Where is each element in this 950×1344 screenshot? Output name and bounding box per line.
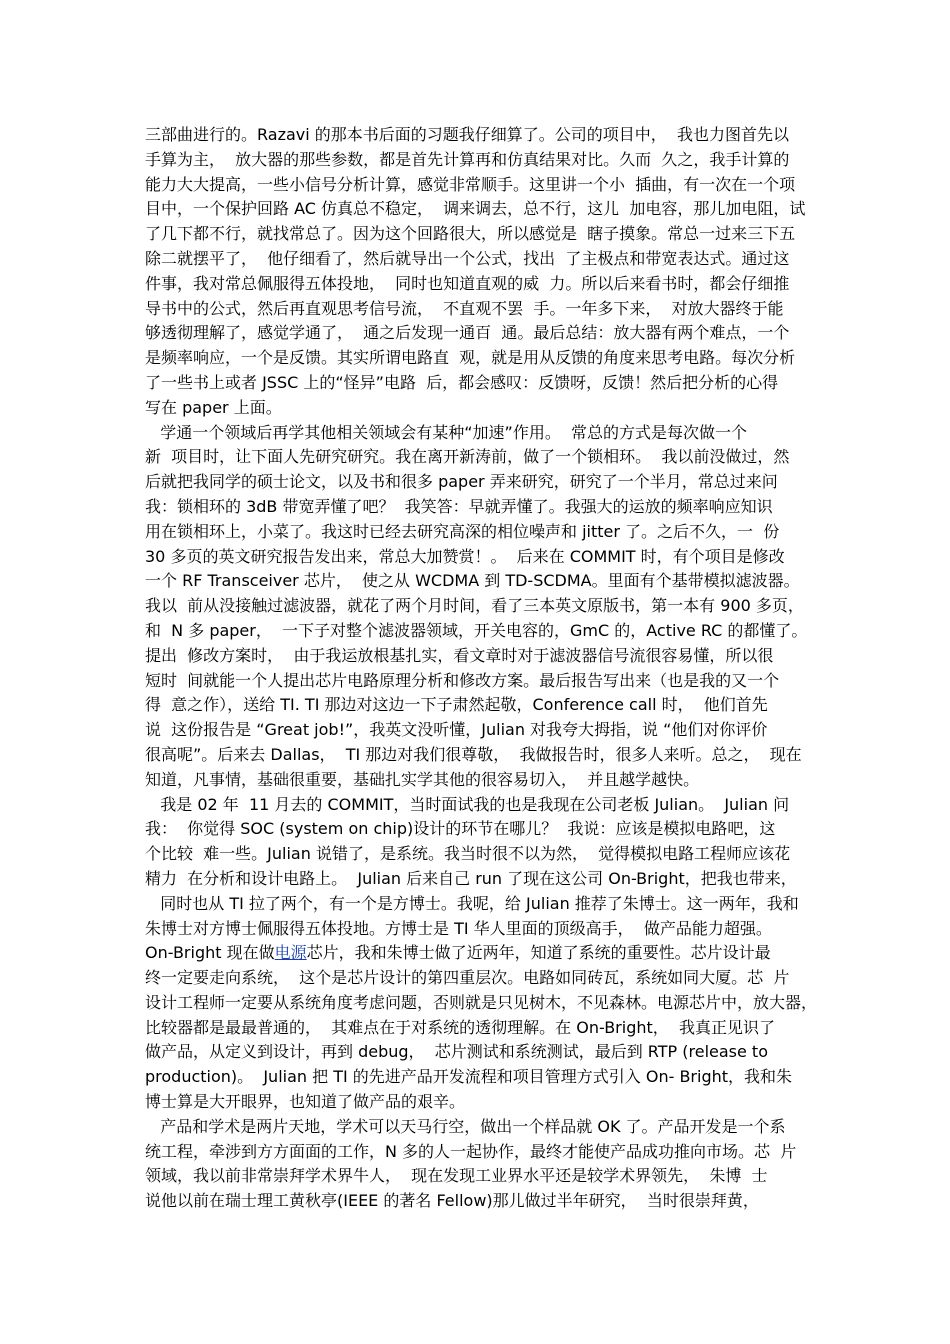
text-line: 和 N 多 paper， 一下子对整个滤波器领域，开关电容的，GmC 的，Active RC 的都懂了。 (145, 620, 808, 640)
power-link[interactable]: 电源 (274, 943, 307, 963)
text-line: 30 多页的英文研究报告发出来，常总大加赞赏！。 后来在 COMMIT 时，有个项目是修改 (145, 546, 785, 566)
text-line: 设计工程师一定要从系统角度考虑问题，否则就是只见树木，不见森林。电源芯片中，放大器， (145, 992, 818, 1012)
text-line: 提出 修改方案时， 由于我运放根基扎实，看文章时对于滤波器信号流很容易懂，所以很 (145, 645, 774, 665)
text-line: 精力 在分析和设计电路上。 Julian 后来自己 run 了现在这公司 On-Bright，把我也带来， (145, 868, 797, 888)
text-line: 产品和学术是两片天地，学术可以天马行空，做出一个样品就 OK 了。产品开发是一个系 (145, 1116, 786, 1136)
text-line: 件事，我对常总佩服得五体投地， 同时也知道直观的威 力。所以后来看书时，都会仔细推 (145, 273, 790, 293)
text-line: 一个 RF Transceiver 芯片， 使之从 WCDMA 到 TD-SCDMA。里面有个基带模拟滤波器。 (145, 571, 800, 591)
text-line: 个比较 难一些。Julian 说错了，是系统。我当时很不以为然， 觉得模拟电路工程师应该花 (145, 844, 791, 864)
text-line: 领域，我以前非常崇拜学术界牛人， 现在发现工业界水平还是较学术界领先， 朱博 士 (145, 1166, 768, 1186)
text-line: 得 意之作），送给 TI. TI 那边对这边一下子肃然起敬，Conference call 时， 他们首先 (145, 695, 768, 715)
text-line: 能力大大提高，一些小信号分析计算，感觉非常顺手。这里讲一个小 插曲，有一次在一个项 (145, 174, 796, 194)
text-line: 除二就摆平了， 他仔细看了，然后就导出一个公式，找出 了主极点和带宽表达式。通过这 (145, 248, 790, 268)
text-line: 新 项目时，让下面人先研究研究。我在离开新涛前，做了一个锁相环。 我以前没做过，然 (145, 447, 790, 467)
text-line: 够透彻理解了，感觉学通了， 通之后发现一通百 通。最后总结：放大器有两个难点，一个 (145, 323, 790, 343)
paragraph (145, 793, 818, 1115)
text-segment: On-Bright 现在做 (145, 943, 275, 963)
text-line: 知道，凡事情，基础很重要，基础扎实学其他的很容易切入， 并且越学越快。 (145, 769, 700, 789)
text-line: 我是 02 年 11 月去的 COMMIT，当时面试我的也是我现在公司老板 Julian。 Julian 问 (145, 794, 790, 814)
text-line: 了几下都不行，就找常总了。因为这个回路很大，所以感觉是 瞎子摸象。常总一过来三下五 (145, 224, 796, 244)
text-line: 我： 你觉得 SOC (system on chip)设计的环节在哪儿？ 我说：应该是模拟电路吧，这 (145, 819, 776, 839)
paragraph (145, 421, 813, 793)
text-line: 短时 间就能一个人提出芯片电路原理分析和修改方案。最后报告写出来（也是我的又一个 (145, 670, 780, 690)
text-line: 很高呢”。后来去 Dallas， TI 那边对我们很尊敬， 我做报告时，很多人来听。总之， 现在 (145, 744, 802, 764)
text-line: 了一些书上或者 JSSC 上的“怪异”电路 后，都会感叹：反馈呀，反馈！然后把分析的心得 (145, 372, 779, 392)
text-line (145, 941, 813, 966)
text-line: 说 这份报告是 “Great job!”，我英文没听懂，Julian 对我夸大拇指，说 “他们对你评价 (145, 720, 768, 740)
paragraph (145, 1115, 813, 1214)
document-body (145, 123, 818, 1214)
text-line: 导书中的公式，然后再直观思考信号流， 不直观不罢 手。一年多下来， 对放大器终于能 (145, 298, 784, 318)
text-line: 目中，一个保护回路 AC 仿真总不稳定， 调来调去，总不行，这儿 加电容，那儿加电阻，试 (145, 199, 806, 219)
text-line: 朱博士对方博士佩服得五体投地。方博士是 TI 华人里面的顶级高手， 做产品能力超强。 (145, 918, 772, 938)
text-line: production)。 Julian 把 TI 的先进产品开发流程和项目管理方式引入 On- Bright，我和朱 (145, 1067, 793, 1087)
text-line: 我以 前从没接触过滤波器，就花了两个月时间，看了三本英文原版书，第一本有 900 多页， (145, 596, 804, 616)
text-line: 用在锁相环上，小菜了。我这时已经去研究高深的相位噪声和 jitter 了。之后不久，一 份 (145, 521, 780, 541)
text-line: 博士算是大开眼界，也知道了做产品的艰辛。 (145, 1092, 466, 1112)
text-segment: 芯片，我和朱博士做了近两年，知道了系统的重要性。芯片设计最 (306, 943, 771, 963)
paragraph (145, 123, 813, 421)
text-line: 我：锁相环的 3dB 带宽弄懂了吧？ 我笑答：早就弄懂了。我强大的运放的频率响应知识 (145, 496, 773, 516)
text-line: 后就把我同学的硕士论文，以及书和很多 paper 弄来研究，研究了一个半月，常总过来问 (145, 472, 778, 492)
text-line: 终一定要走向系统， 这个是芯片设计的第四重层次。电路如同砖瓦，系统如同大厦。芯 片 (145, 968, 790, 988)
text-line: 手算为主， 放大器的那些参数，都是首先计算再和仿真结果对比。久而 久之，我手计算的 (145, 149, 790, 169)
text-line: 学通一个领域后再学其他相关领域会有某种“加速”作用。 常总的方式是每次做一个 (145, 422, 748, 442)
text-line: 说他以前在瑞士理工黄秋亭(IEEE 的著名 Fellow)那儿做过半年研究， 当时很崇拜黄， (145, 1191, 759, 1211)
text-line: 比较器都是最最普通的， 其难点在于对系统的透彻理解。在 On-Bright， 我真正见识了 (145, 1017, 775, 1037)
text-line: 写在 paper 上面。 (145, 397, 282, 417)
text-line: 三部曲进行的。Razavi 的那本书后面的习题我仔细算了。公司的项目中， 我也力图首先以 (145, 125, 789, 144)
text-line: 同时也从 TI 拉了两个，有一个是方博士。我呢，给 Julian 推荐了朱博士。这一两年，我和 (145, 893, 799, 913)
text-line: 是频率响应，一个是反馈。其实所谓电路直 观，就是用从反馈的角度来思考电路。每次分析 (145, 348, 796, 368)
text-line: 做产品，从定义到设计，再到 debug， 芯片测试和系统测试，最后到 RTP (release to (145, 1042, 768, 1062)
text-line: 统工程，牵涉到方方面面的工作，N 多的人一起协作，最终才能使产品成功推向市场。芯 片 (145, 1141, 797, 1161)
